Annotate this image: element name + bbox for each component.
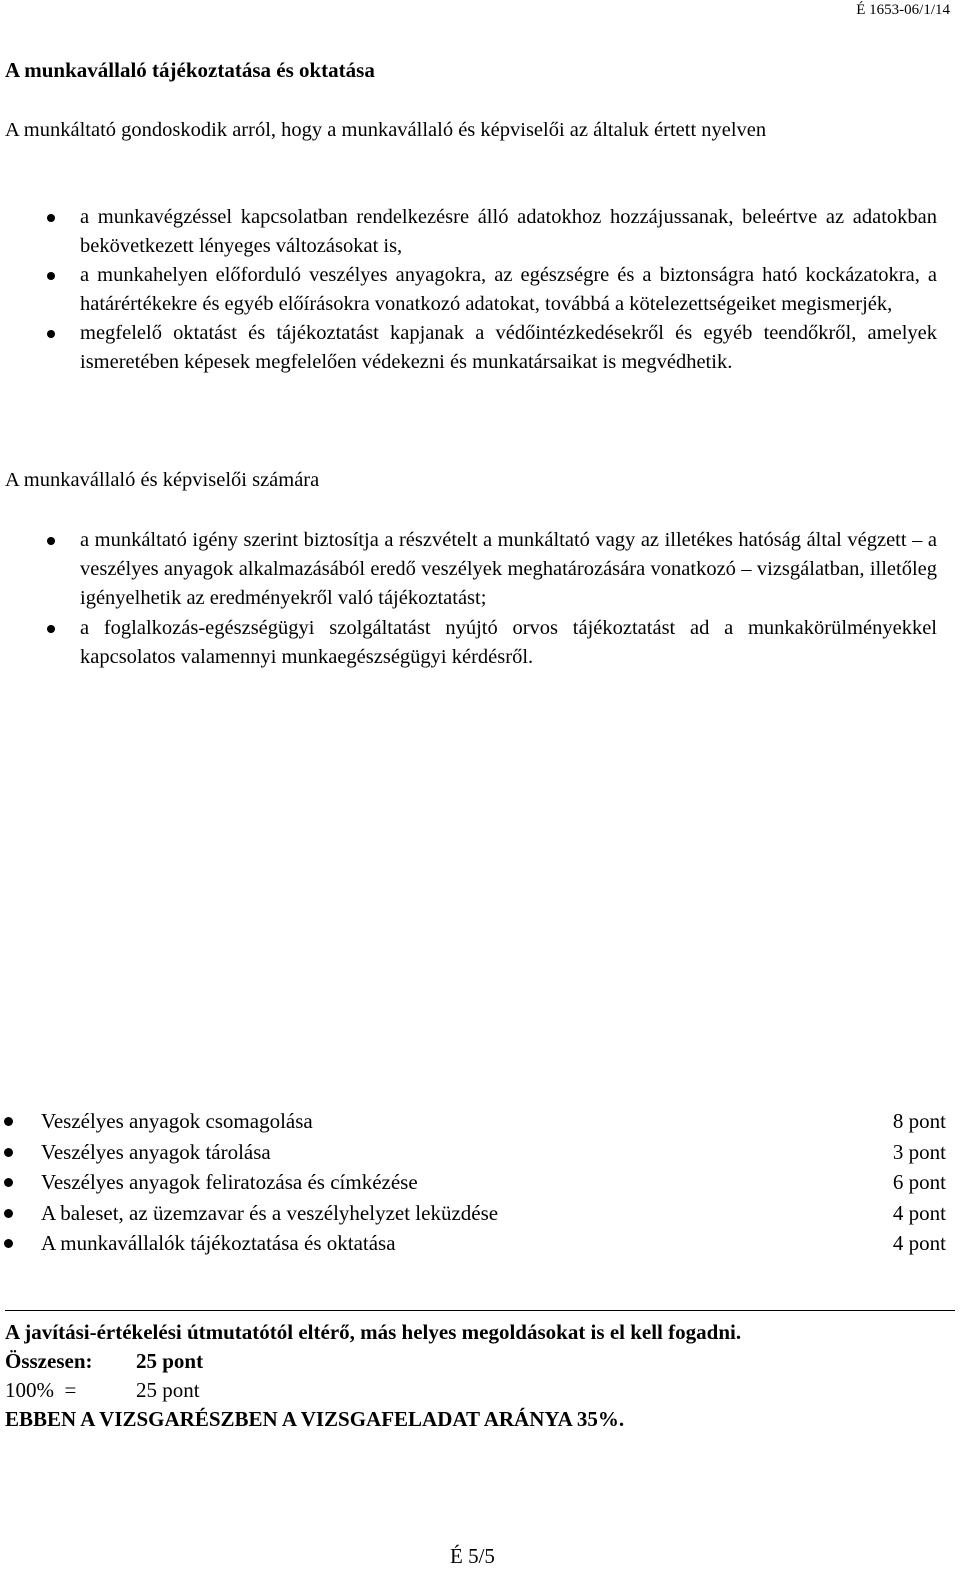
list-item <box>5 526 937 613</box>
score-list <box>0 1106 946 1259</box>
page-number: É 5/5 <box>450 1544 495 1568</box>
intro2-paragraph: A munkavállaló és képviselői számára <box>5 469 320 491</box>
ratio-text: EBBEN A VIZSGARÉSZBEN A VIZSGAFELADAT ARÁNYA 35%. <box>5 1407 625 1431</box>
score-row <box>0 1137 946 1168</box>
bullet-icon <box>47 214 55 222</box>
bullet-icon <box>4 1239 13 1248</box>
score-row <box>0 1198 946 1229</box>
list-item-text: a munkáltató igény szerint biztosítja a részvételt a munkáltató vagy az illetékes hatóság által végzett – a veszélyes anyagok alkalmazásából eredő veszélyek meghatározására vonatkozó – vizsgálatban, illetőleg igényelhetik az eredményekről való tájékoztatást; <box>80 529 937 609</box>
footer-note: A javítási-értékelési útmutatótól eltérő, más helyes megoldásokat is el kell fogadni. <box>5 1320 742 1344</box>
score-points: 3 pont <box>892 1139 946 1164</box>
section-title: A munkavállaló tájékoztatása és oktatása <box>5 58 375 82</box>
percent-label: 100% = <box>5 1378 77 1402</box>
score-points: 4 pont <box>892 1200 946 1225</box>
bullet-icon <box>4 1117 13 1126</box>
bullet-icon <box>47 330 55 338</box>
total-value: 25 pont <box>136 1349 204 1373</box>
list-item-text: a munkavégzéssel kapcsolatban rendelkezésre álló adatokhoz hozzájussanak, beleértve az adatokban bekövetkezett lényeges változásokat is, <box>80 206 937 257</box>
rights-list <box>5 203 937 377</box>
score-row <box>0 1106 946 1137</box>
representatives-list <box>5 526 937 673</box>
bullet-icon <box>47 272 55 280</box>
percent-value: 25 pont <box>136 1378 200 1402</box>
list-item-text: a munkahelyen előforduló veszélyes anyagokra, az egészségre és a biztonságra ható kockázatokra, a határértékekre és egyéb előírásokra vonatkozó adatokat, továbbá a kötelezettségeiket megismerjék, <box>80 264 937 315</box>
list-item-text: megfelelő oktatást és tájékoztatást kapjanak a védőintézkedésekről és egyéb teendőkről, amelyek ismeretében képesek megfelelően védekezni és munkatársaikat is megvédhetik. <box>80 322 937 373</box>
score-row <box>0 1228 946 1259</box>
footer-block <box>5 1318 741 1434</box>
score-points: 6 pont <box>892 1170 946 1194</box>
intro-paragraph: A munkáltató gondoskodik arról, hogy a munkavállaló és képviselői az általuk értett nyelven <box>5 119 767 141</box>
bullet-icon <box>47 537 55 545</box>
score-label: Veszélyes anyagok feliratozása és címkézése <box>41 1170 418 1194</box>
list-item-text: a foglalkozás-egészségügyi szolgáltatást nyújtó orvos tájékoztatást ad a munkakörülményekkel kapcsolatos valamennyi munkaegészségügyi kérdésről. <box>80 617 937 668</box>
bullet-icon <box>4 1178 13 1187</box>
score-row <box>0 1167 946 1198</box>
score-label: A baleset, az üzemzavar és a veszélyhelyzet leküzdése <box>41 1200 499 1225</box>
document-code: É 1653-06/1/14 <box>856 2 950 18</box>
bullet-icon <box>47 625 55 633</box>
list-item <box>5 261 937 319</box>
score-points: 8 pont <box>892 1109 946 1133</box>
list-item <box>5 203 937 261</box>
score-label: Veszélyes anyagok csomagolása <box>41 1109 313 1133</box>
percent-row <box>5 1376 741 1405</box>
list-item <box>5 614 937 672</box>
bullet-icon <box>4 1148 13 1157</box>
score-label: A munkavállalók tájékoztatása és oktatása <box>41 1231 396 1255</box>
total-row <box>5 1347 741 1376</box>
score-label: Veszélyes anyagok tárolása <box>41 1139 271 1164</box>
divider <box>5 1310 955 1311</box>
bullet-icon <box>4 1209 13 1218</box>
list-item <box>5 319 937 377</box>
score-points: 4 pont <box>892 1231 946 1255</box>
total-label: Összesen: <box>5 1349 93 1373</box>
